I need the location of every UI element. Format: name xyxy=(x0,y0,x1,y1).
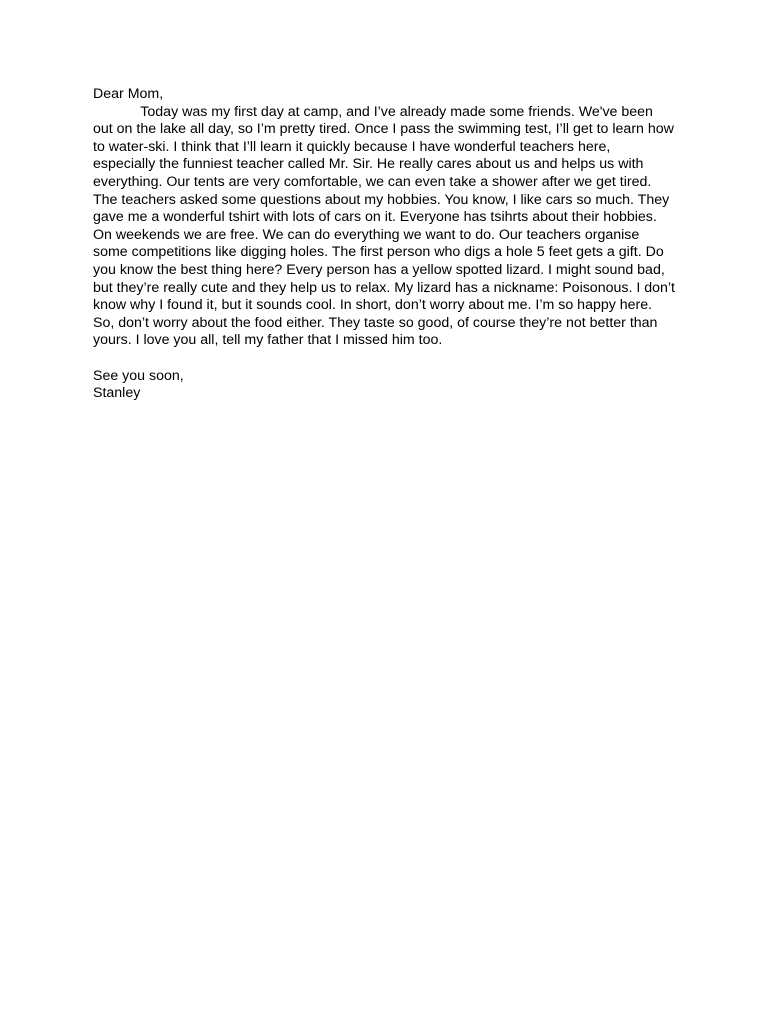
letter xyxy=(93,86,683,403)
letter-body-line: out on the lake all day, so I’m pretty tired. Once I pass the swimming test, I’ll get to learn how xyxy=(93,121,674,138)
letter-body-line: but they’re really cute and they help us to relax. My lizard has a nickname: Poisonous. I don’t xyxy=(93,279,675,296)
letter-body-line: gave me a wonderful tshirt with lots of cars on it. Everyone has tsihrts about their hobbies. xyxy=(93,209,657,226)
letter-body-line: everything. Our tents are very comfortable, we can even take a shower after we get tired. xyxy=(93,173,652,190)
closing: See you soon, xyxy=(93,367,184,384)
letter-body-line: some competitions like digging holes. The first person who digs a hole 5 feet gets a gift. Do xyxy=(93,244,664,261)
salutation: Dear Mom, xyxy=(93,86,164,102)
letter-body-line: especially the funniest teacher called Mr. Sir. He really cares about us and helps us with xyxy=(93,156,644,173)
letter-body-line: On weekends we are free. We can do everything we want to do. Our teachers organise xyxy=(93,226,640,243)
letter-body-line: So, don’t worry about the food either. They taste so good, of course they’re not better than xyxy=(93,314,658,331)
letter-body-line: yours. I love you all, tell my father that I missed him too. xyxy=(93,332,443,349)
letter-body-line: Today was my first day at camp, and I’ve already made some friends. We've been xyxy=(93,103,653,120)
signature: Stanley xyxy=(93,385,141,402)
letter-body-line: The teachers asked some questions about my hobbies. You know, I like cars so much. They xyxy=(93,191,670,208)
letter-body-line: to water-ski. I think that I’ll learn it quickly because I have wonderful teachers here, xyxy=(93,138,611,155)
letter-body-line: you know the best thing here? Every person has a yellow spotted lizard. I might sound bad, xyxy=(93,261,665,278)
letter-body-line: know why I found it, but it sounds cool. In short, don’t worry about me. I’m so happy here. xyxy=(93,297,653,314)
paragraph-gap xyxy=(93,350,683,368)
